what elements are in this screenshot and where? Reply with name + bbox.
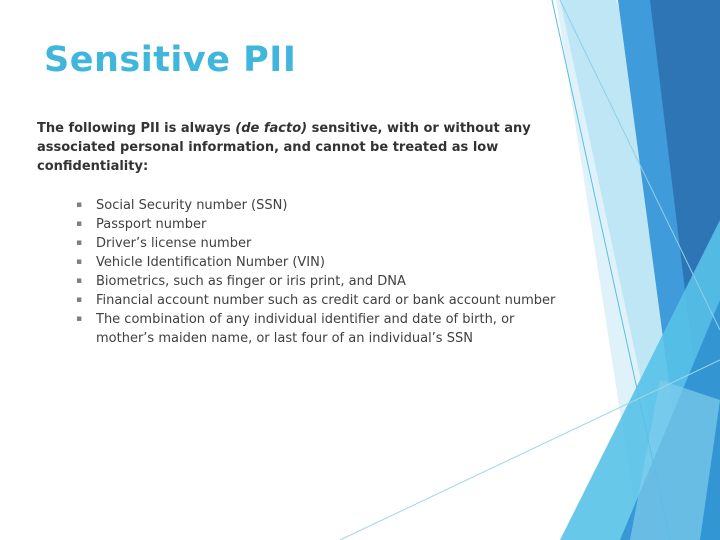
bullet-icon: ▪ xyxy=(76,295,83,305)
intro-paragraph xyxy=(37,119,557,176)
bullet-icon: ▪ xyxy=(76,200,83,210)
intro-emphasis: (de facto) xyxy=(235,121,308,136)
list-item xyxy=(76,196,556,215)
list-item xyxy=(76,215,556,234)
bullet-icon: ▪ xyxy=(76,276,83,286)
bullet-text: Financial account number such as credit card or bank account number xyxy=(96,293,556,308)
bullet-icon: ▪ xyxy=(76,219,83,229)
bullet-icon: ▪ xyxy=(76,238,83,248)
intro-text-start: The following PII is always xyxy=(37,121,236,136)
bullet-text: The combination of any individual identifier and date of birth, or mother’s maiden name, or last four of an individual’s SSN xyxy=(96,312,515,346)
bullet-text: Biometrics, such as finger or iris print, and DNA xyxy=(96,274,406,289)
bullet-text: Vehicle Identification Number (VIN) xyxy=(96,255,325,270)
intro-text-end: sensitive, with or without any associated personal information, and cannot be treated as low confidentiality: xyxy=(37,121,531,174)
bullet-text: Passport number xyxy=(96,217,207,232)
list-item xyxy=(76,234,556,253)
list-item xyxy=(76,291,556,310)
bullet-icon: ▪ xyxy=(76,314,83,324)
bullet-text: Social Security number (SSN) xyxy=(96,198,288,213)
bullet-list xyxy=(76,196,556,348)
bullet-icon: ▪ xyxy=(76,257,83,267)
slide-title: Sensitive PII xyxy=(44,40,297,80)
list-item xyxy=(76,310,556,348)
list-item xyxy=(76,253,556,272)
list-item xyxy=(76,272,556,291)
bullet-text: Driver’s license number xyxy=(96,236,252,251)
